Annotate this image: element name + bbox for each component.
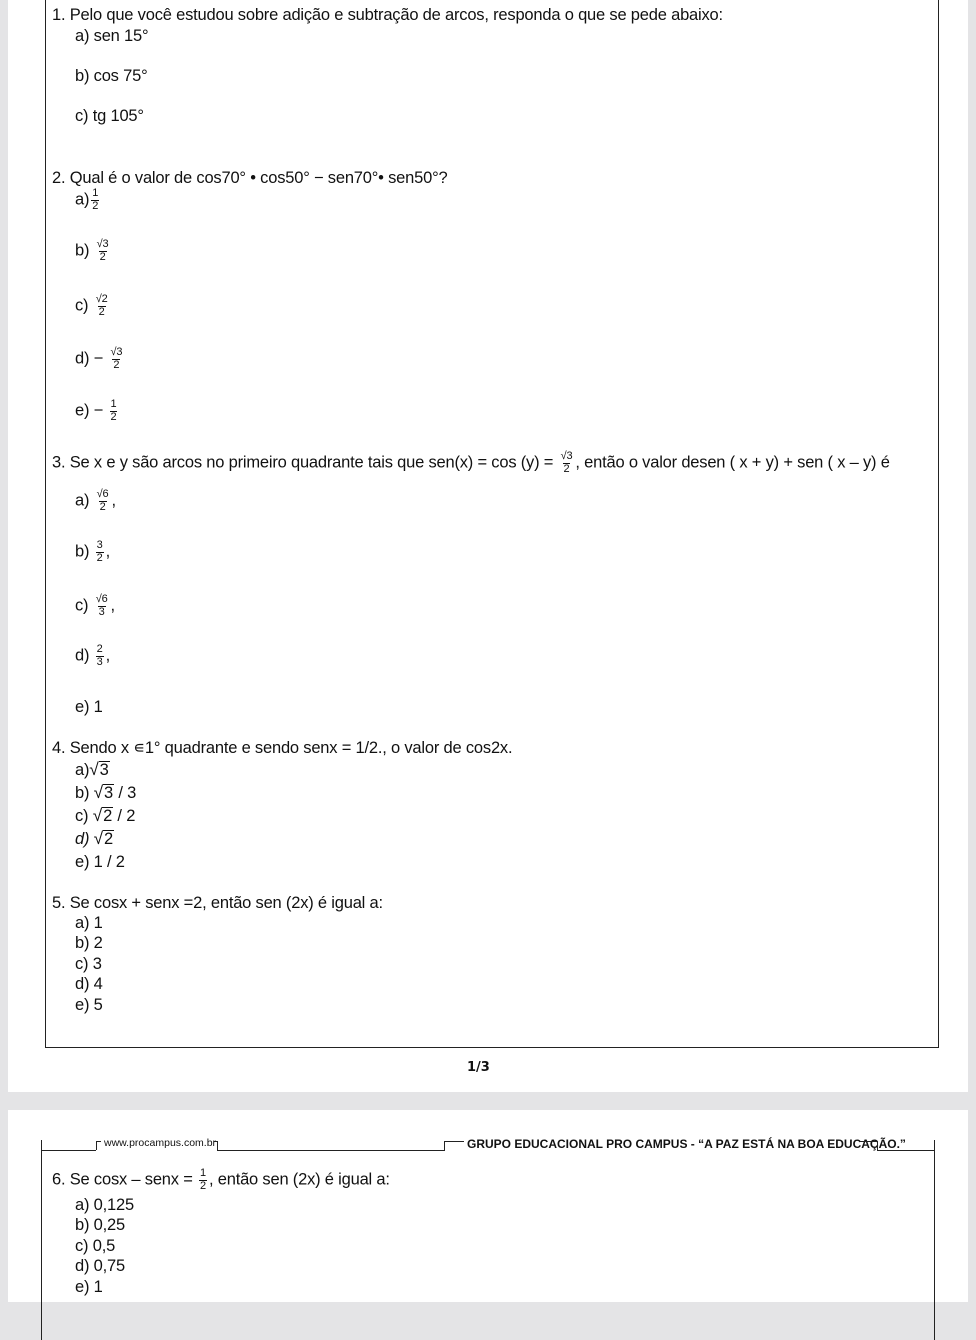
header-rule-tick: [877, 1141, 878, 1150]
q6-option-b: b) 0,25: [75, 1216, 125, 1234]
question-5-prompt: 5. Se cosx + senx =2, então sen (2x) é igual a:: [52, 894, 383, 912]
square-root: √ 2: [93, 828, 113, 848]
question-4-prompt: 4. Sendo x ∊1° quadrante e sendo senx = 1/2., o valor de cos2x.: [52, 739, 513, 757]
suffix: ,: [105, 646, 110, 665]
q3-option-e: e) 1: [75, 698, 103, 716]
q5-option-b: b) 2: [75, 934, 103, 952]
denominator: 3: [96, 655, 103, 668]
fraction: [95, 294, 109, 318]
option-label: c): [75, 596, 89, 615]
tail: / 2: [113, 807, 136, 825]
prompt-text-end: , então o valor desen ( x + y) + sen ( x – y) é: [575, 453, 890, 472]
q3-option-a: [75, 489, 116, 513]
denominator: 2: [200, 1179, 206, 1192]
radicand: 2: [103, 807, 113, 825]
q2-option-d: [75, 347, 125, 371]
fraction: [96, 540, 104, 564]
header-rule-tick: [444, 1141, 445, 1150]
numerator: 1: [92, 187, 99, 199]
question-6-prompt: [52, 1168, 390, 1192]
denominator: 2: [92, 199, 99, 212]
page-2-border-right: [934, 1140, 935, 1340]
option-label: d): [75, 646, 90, 665]
q3-option-b: [75, 540, 110, 564]
q1-option-a: a) sen 15°: [75, 27, 149, 45]
denominator: 2: [96, 551, 103, 564]
question-2-prompt: 2. Qual é o valor de cos70° • cos50° − sen70°• sen50°?: [52, 169, 448, 187]
q2-option-a: [75, 188, 101, 212]
numerator: √2: [95, 293, 108, 305]
q6-option-c: c) 0,5: [75, 1237, 116, 1255]
q6-option-a: a) 0,125: [75, 1196, 134, 1214]
option-label: b): [75, 784, 90, 802]
q4-option-e: e) 1 / 2: [75, 853, 125, 871]
question-3-prompt: [52, 451, 890, 475]
q5-option-a: a) 1: [75, 914, 103, 932]
option-sign: −: [93, 349, 104, 368]
header-rule: [96, 1141, 101, 1142]
option-label: a): [75, 491, 90, 510]
option-label: a): [75, 190, 90, 209]
header-rule: [217, 1150, 445, 1151]
q4-option-b: [75, 784, 136, 802]
fraction: [96, 489, 110, 513]
header-rule: [877, 1150, 935, 1151]
fraction: [96, 644, 104, 668]
prompt-text: 3. Se x e y são arcos no primeiro quadrante tais que sen(x) = cos (y) =: [52, 453, 554, 472]
tail: / 3: [113, 784, 137, 802]
option-label: b): [75, 241, 90, 260]
numerator: 2: [96, 643, 103, 655]
q5-option-c: c) 3: [75, 955, 102, 973]
option-label: d): [75, 349, 90, 368]
header-rule-tick: [96, 1141, 97, 1150]
q5-option-d: d) 4: [75, 975, 103, 993]
q1-option-b: b) cos 75°: [75, 67, 148, 85]
numerator: 1: [110, 398, 117, 410]
numerator: 3: [96, 539, 103, 551]
radicand: 3: [99, 761, 109, 779]
numerator: √6: [96, 488, 109, 500]
denominator: 2: [99, 500, 106, 513]
option-label: c): [75, 296, 89, 315]
numerator: √3: [96, 238, 109, 250]
page-1-border: [45, 0, 939, 1048]
option-label: e): [75, 401, 90, 420]
suffix: ,: [105, 542, 110, 561]
option-label: a): [75, 761, 90, 779]
q6-option-d: d) 0,75: [75, 1257, 125, 1275]
header-rule-tick: [217, 1141, 218, 1150]
q4-option-a: [75, 761, 110, 779]
page-1: [8, 0, 968, 1092]
header-rule: [860, 1141, 878, 1142]
page-number: 1/3: [467, 1060, 490, 1075]
question-1-prompt: 1. Pelo que você estudou sobre adição e subtração de arcos, responda o que se pede abaixo:: [52, 6, 723, 24]
fraction: [91, 188, 99, 212]
fraction: [96, 239, 110, 263]
q2-option-e: [75, 399, 119, 423]
prompt-text-end: , então sen (2x) é igual a:: [208, 1170, 390, 1189]
prompt-text: 6. Se cosx – senx =: [52, 1170, 193, 1189]
q1-option-c: c) tg 105°: [75, 107, 144, 125]
fraction: [110, 399, 118, 423]
q5-option-e: e) 5: [75, 996, 103, 1014]
option-sign: −: [93, 401, 104, 420]
q3-option-c: [75, 594, 115, 618]
q4-option-c: [75, 807, 135, 825]
suffix: ,: [111, 491, 116, 510]
group-name: GRUPO EDUCACIONAL PRO CAMPUS - “A PAZ ESTÁ NA BOA EDUCAÇÃO.”: [467, 1137, 906, 1151]
numerator: √3: [560, 450, 573, 462]
radicand: 2: [103, 830, 113, 848]
header-rule: [444, 1141, 464, 1142]
page-2-border-left: [41, 1140, 42, 1340]
fraction: [560, 451, 574, 475]
option-label: b): [75, 542, 90, 561]
denominator: 2: [113, 358, 120, 371]
denominator: 2: [110, 410, 117, 423]
numerator: √6: [95, 593, 108, 605]
fraction: [199, 1168, 207, 1192]
option-label: d): [75, 830, 90, 848]
fraction: [95, 594, 109, 618]
numerator: √3: [110, 346, 123, 358]
q3-option-d: [75, 644, 110, 668]
q6-option-e: e) 1: [75, 1278, 103, 1296]
square-root: √ 3: [89, 759, 109, 779]
q4-option-d: [75, 830, 114, 848]
denominator: 3: [98, 605, 105, 618]
square-root: √ 3: [93, 782, 113, 802]
radicand: 3: [103, 784, 113, 802]
denominator: 2: [99, 250, 106, 263]
q2-option-b: [75, 239, 111, 263]
q2-option-c: [75, 294, 111, 318]
denominator: 2: [563, 462, 570, 475]
denominator: 2: [98, 305, 105, 318]
fraction: [110, 347, 124, 371]
numerator: 1: [200, 1167, 206, 1179]
suffix: ,: [110, 596, 115, 615]
square-root: √ 2: [92, 805, 113, 825]
header-rule: [41, 1150, 96, 1151]
website-label: www.procampus.com.br: [104, 1137, 217, 1149]
option-label: c): [75, 807, 89, 825]
